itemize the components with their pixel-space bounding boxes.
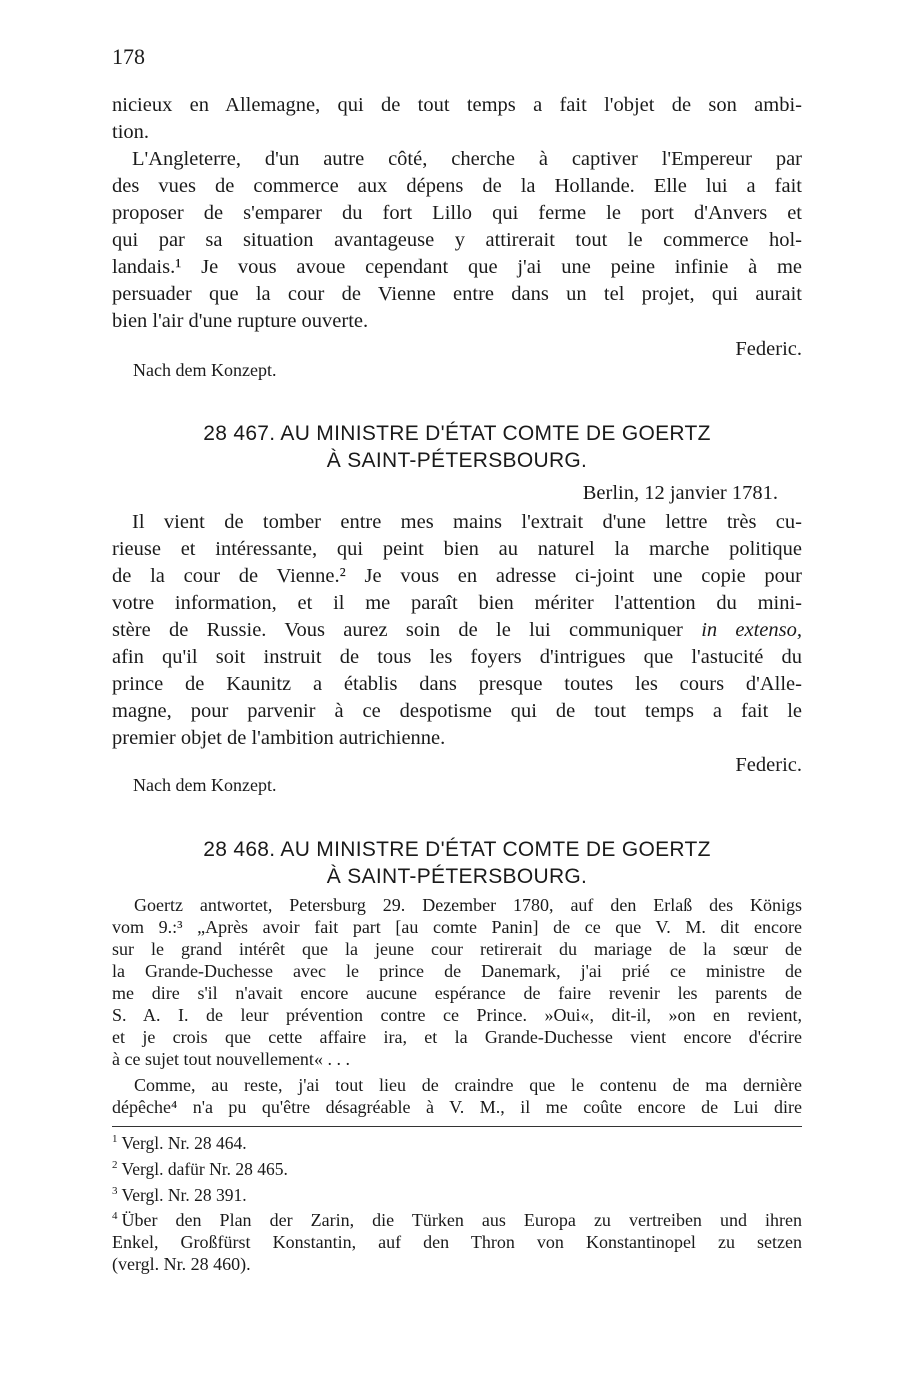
signature: Federic. — [735, 338, 802, 360]
text-line: vom 9.:³ „Après avoir fait part [au comte Panin] de ce que V. M. dit encore — [112, 917, 802, 937]
text-line: qui par sa situation avantageuse y attirerait tout le commerce hol- — [112, 229, 802, 251]
text-line: magne, pour parvenir à ce despotisme qui de tout temps a fait le — [112, 700, 802, 722]
footnote-mark: 1 — [112, 1133, 118, 1145]
text-line: la Grande-Duchesse avec le prince de Danemark, j'ai prié ce ministre de — [112, 961, 802, 981]
source-note: Nach dem Konzept. — [133, 360, 277, 380]
footnote-line: Enkel, Großfürst Konstantin, auf den Thron von Konstantinopel zu setzen — [112, 1232, 802, 1253]
text-line: afin qu'il soit instruit de tous les foyers d'intrigues que l'astucité du — [112, 646, 802, 668]
footnote — [112, 1180, 802, 1206]
signature: Federic. — [735, 754, 802, 776]
footnote-divider — [112, 1126, 802, 1127]
footnote-text: Vergl. dafür Nr. 28 465. — [121, 1158, 288, 1179]
source-note: Nach dem Konzept. — [133, 775, 277, 795]
heading-line: À SAINT-PÉTERSBOURG. — [326, 865, 588, 888]
text-line: votre information, et il me paraît bien mériter l'attention du mini- — [112, 592, 802, 614]
footnote-text: Vergl. Nr. 28 391. — [121, 1184, 247, 1205]
text-line: des vues de commerce aux dépens de la Hollande. Elle lui a fait — [112, 175, 802, 197]
text-line: premier objet de l'ambition autrichienne. — [112, 727, 446, 749]
text-line: me dire s'il n'avait encore aucune espérance de faire revenir les parents de — [112, 983, 802, 1003]
text-line: rieuse et intéressante, qui peint bien au naturel la marche politique — [112, 538, 802, 560]
heading-line: À SAINT-PÉTERSBOURG. — [326, 449, 588, 472]
letter-date: Berlin, 12 janvier 1781. — [582, 482, 778, 504]
heading-line: 28 467. AU MINISTRE D'ÉTAT COMTE DE GOERTZ — [203, 422, 711, 445]
footnote-line: (vergl. Nr. 28 460). — [112, 1254, 251, 1275]
section-1-text — [112, 92, 802, 335]
letter-heading — [112, 420, 802, 474]
footnote — [112, 1154, 802, 1180]
paragraph — [112, 146, 802, 335]
footnote-text: Über den Plan der Zarin, die Türken aus Europa zu vertreiben und ihren — [121, 1210, 802, 1231]
text-line: L'Angleterre, d'un autre côté, cherche à captiver l'Empereur par — [132, 148, 802, 170]
text-line: persuader que la cour de Vienne entre dans un tel projet, qui aurait — [112, 283, 802, 305]
text-line: landais.¹ Je vous avoue cependant que j'ai une peine infinie à me — [112, 256, 802, 278]
paragraph — [112, 509, 802, 752]
letter-body — [112, 894, 802, 1118]
footnotes — [112, 1128, 802, 1275]
text-line: S. A. I. de leur prévention contre ce Prince. »Oui«, dit-il, »on en revient, — [112, 1005, 802, 1025]
text-line: tion. — [112, 121, 150, 143]
footnote-text: Vergl. Nr. 28 464. — [121, 1132, 247, 1153]
letter-body — [112, 509, 802, 752]
text-line: nicieux en Allemagne, qui de tout temps a fait l'objet de son ambi- — [112, 94, 802, 116]
footnote-mark: 3 — [112, 1184, 118, 1197]
text-line — [112, 617, 802, 644]
paragraph — [112, 1074, 802, 1118]
text-line: proposer de s'emparer du fort Lillo qui ferme le port d'Anvers et — [112, 202, 802, 224]
heading-line: 28 468. AU MINISTRE D'ÉTAT COMTE DE GOERTZ — [203, 838, 711, 861]
text-line: Comme, au reste, j'ai tout lieu de craindre que le contenu de ma dernière — [134, 1075, 802, 1095]
page-number: 178 — [112, 44, 145, 69]
footnote-line — [112, 1205, 802, 1231]
text-line: Il vient de tomber entre mes mains l'extrait d'une lettre très cu- — [132, 511, 802, 533]
text-line: prince de Kaunitz a établis dans presque toutes les cours d'Alle- — [112, 673, 802, 695]
footnote-body — [112, 1205, 802, 1275]
footnote-mark: 2 — [112, 1158, 118, 1171]
footnote-mark: 4 — [112, 1210, 118, 1223]
text-line: bien l'air d'une rupture ouverte. — [112, 310, 369, 332]
text-line: à ce sujet tout nouvellement« . . . — [112, 1049, 350, 1069]
paragraph — [112, 894, 802, 1070]
italic-phrase: in extenso, — [701, 619, 803, 641]
text-line: sur le grand intérêt que la jeune cour retirerait du mariage de la sœur de — [112, 939, 802, 959]
text-line: de la cour de Vienne.² Je vous en adresse ci-joint une copie pour — [112, 565, 802, 587]
paragraph — [112, 92, 802, 146]
footnote — [112, 1128, 802, 1154]
text-fragment: stère de Russie. Vous aurez soin de le lui communiquer — [112, 619, 683, 641]
text-line: Goertz antwortet, Petersburg 29. Dezember 1780, auf den Erlaß des Königs — [134, 895, 802, 915]
footnote — [112, 1205, 802, 1275]
text-line: dépêche⁴ n'a pu qu'être désagréable à V. M., il me coûte encore de Lui dire — [112, 1097, 802, 1117]
letter-heading — [112, 836, 802, 890]
text-line: et je crois que cette affaire ira, et la Grande-Duchesse vient encore d'écrire — [112, 1027, 802, 1047]
